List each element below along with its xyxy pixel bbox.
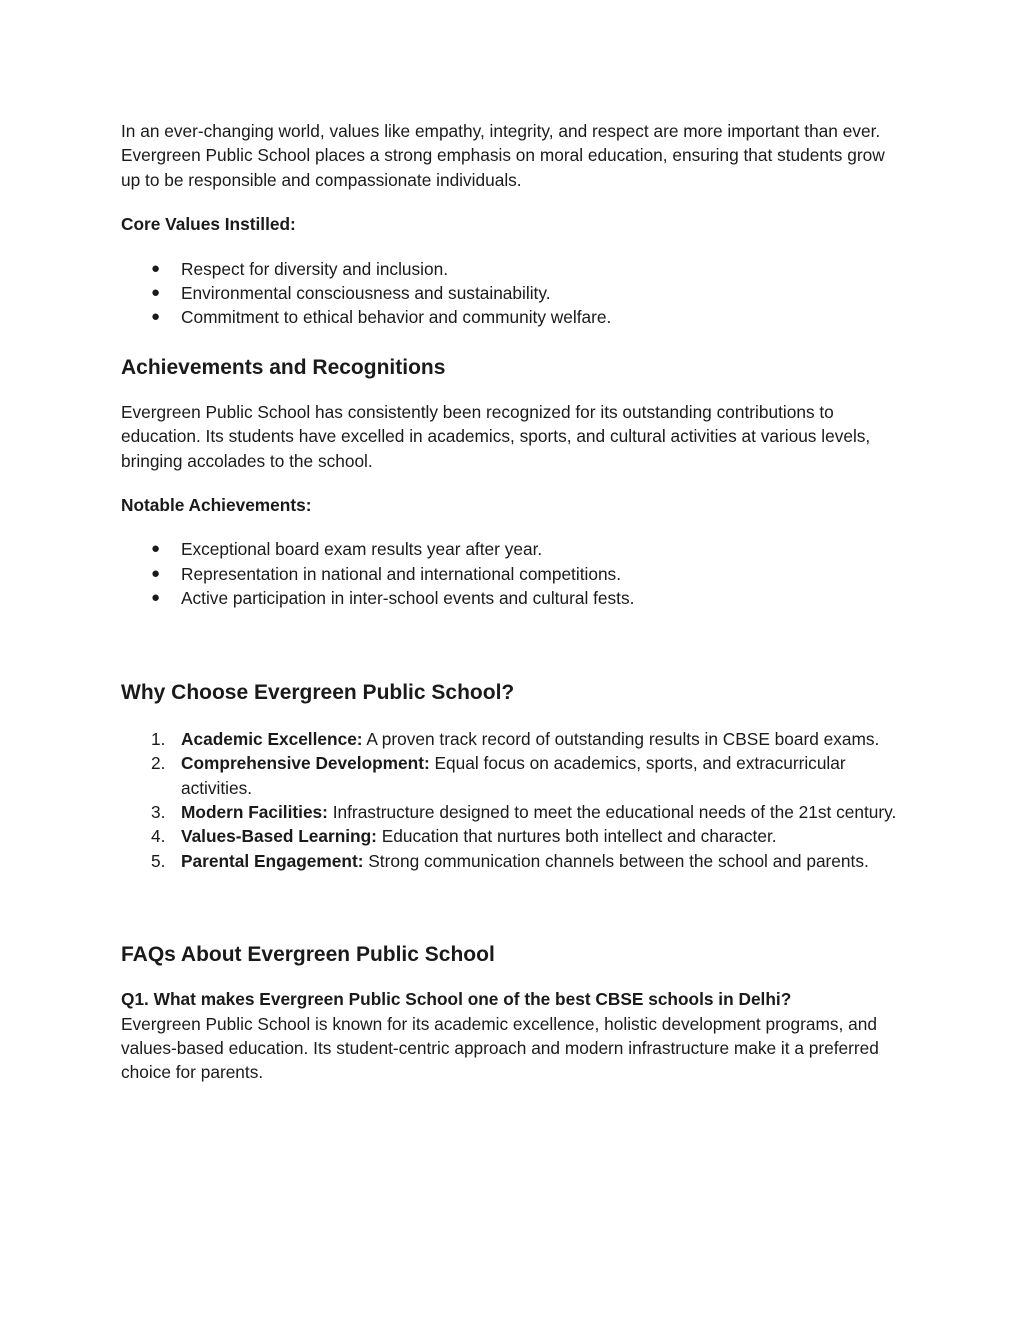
faqs-heading: FAQs About Evergreen Public School [121,943,495,967]
list-item: 1. Academic Excellence: A proven track record of outstanding results in CBSE board exams. [151,728,880,749]
faq-answer-1: Evergreen Public School is known for its academic excellence, holistic development programs, and values-based education. Its student-centric approach and modern infrastructure make it a preferred choice for parents. [121,1013,879,1083]
why-choose-list [121,727,901,873]
intro-paragraph: In an ever-changing world, values like empathy, integrity, and respect are more important than ever. Evergreen Public School places a strong emphasis on moral education, ensuring that students grow up to be responsible and compassionate individuals. [121,121,885,190]
core-values-label: Core Values Instilled: [121,214,296,235]
list-item: 3. Modern Facilities: Infrastructure designed to meet the educational needs of the 21st century. [151,801,897,822]
list-item: 4. Values-Based Learning: Education that nurtures both intellect and character. [151,826,777,847]
bullet-icon: ● [151,308,161,326]
achievements-paragraph: Evergreen Public School has consistently been recognized for its outstanding contributions to education. Its students have excelled in academics, sports, and cultural activities at various levels, bringing accolades to the school. [121,401,871,471]
list-item: ● Active participation in inter-school events and cultural fests. [121,586,901,610]
achievements-heading: Achievements and Recognitions [121,355,446,379]
notable-achievements-label: Notable Achievements: [121,495,312,516]
list-item: 5. Parental Engagement: Strong communication channels between the school and parents. [151,850,869,871]
bullet-icon: ● [151,284,161,302]
achievements-list [121,537,901,610]
document-page [121,119,901,1085]
faq-question-1: Q1. What makes Evergreen Public School one of the best CBSE schools in Delhi? [121,989,792,1010]
why-choose-heading: Why Choose Evergreen Public School? [121,680,515,704]
list-item: ● Representation in national and international competitions. [121,562,901,586]
bullet-icon: ● [151,564,161,582]
list-item: ● Respect for diversity and inclusion. [121,257,901,281]
list-item: 2. Comprehensive Development: Equal focus on academics, sports, and extracurricular activities. [151,753,846,798]
list-item: ● Commitment to ethical behavior and community welfare. [121,305,901,329]
bullet-icon: ● [151,259,161,277]
list-item: ● Environmental consciousness and sustainability. [121,281,901,305]
bullet-icon: ● [151,540,161,558]
bullet-icon: ● [151,589,161,607]
core-values-list [121,257,901,330]
list-item: ● Exceptional board exam results year after year. [121,537,901,561]
